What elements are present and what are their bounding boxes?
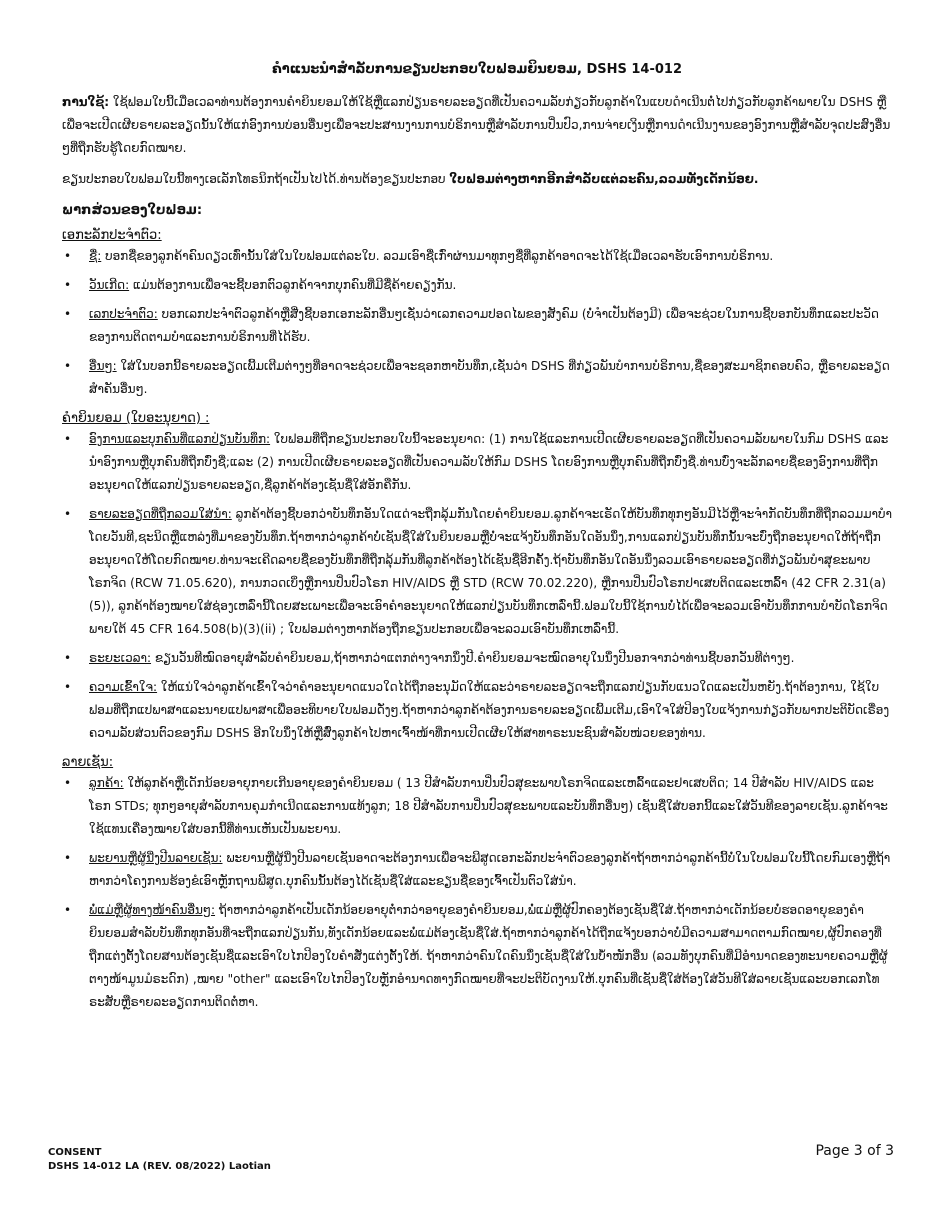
item-term: ເລກປະຈຳຕົວ:: [89, 307, 158, 321]
item-term: ພະຍານຫຼືຜູ້ນີ່ງປີນລາຍເຊັນ:: [89, 851, 223, 865]
usage-paragraph: [62, 91, 892, 160]
item-term: ພໍ່ແມ່ຫຼືຜູ້ທາງໜ້າຄົນອື່ນໆ:: [89, 903, 216, 917]
item-text: ບອກຊື່ຂອງລູກຄ້າຄົນດຽວເທົ່ານັ້ນໃສ່ໃນໃບຟອມແຕ່ລະໃບ. ລວມເອົາຊື່ເກົ່າຜ່ານມາທຸກໆຊື່ທີ່ລູກຄ້າອາດຈະໄດ້ໃຊ້ເມື່ອເວລາຮັບເອົາການບໍຣິການ.: [105, 249, 774, 263]
bullet-icon: •: [64, 249, 72, 263]
item-term: ຣະຍະເວລາ:: [89, 651, 152, 665]
item-term: ຣາຍລະອຽດທີ່ຖືກລວມໃສ່ນຳ:: [89, 507, 232, 521]
identification-heading: ເອກະລັກປະຈຳຕົວ:: [62, 228, 162, 243]
list-item: [62, 772, 892, 841]
page-title: ຄຳແນະນຳສຳລັບການຂຽນປະກອບໃບຟອມຍິນຍອມ, DSHS 14-012: [271, 62, 682, 77]
item-term: ອົງການແລະບຸກຄົນທີ່ແລກປ່ຽນບັນທຶກ:: [89, 432, 271, 446]
usage-text-1: ໃຊ້ຟອມໃບນີ້ເມື່ອເວລາທ່ານຕ້ອງການຄຳຍິນຍອມໃຫ້ໃຊ້ຫຼືແລກປ່ຽນຣາຍລະອຽດທີ່ເປັນຄວາມລັບກ່ຽວກັບລູກຄ້າໃນແບບດຳເນີນຕໍ່ໄປກ່ຽວກັບລູກຄ້າພາຍໃນ: [112, 95, 836, 109]
list-item: [62, 355, 892, 401]
bullet-icon: •: [64, 851, 72, 865]
bullet-icon: •: [64, 507, 72, 521]
bullet-icon: •: [64, 278, 72, 292]
document-page: [62, 62, 892, 1020]
item-text: ຖ້າຫາກວ່າລູກຄ້າເປັນເດັກນ້ອຍອາຍຸຕ່ຳກວ່າອາຍຸຂອງຄຳຍິນຍອມ,ພໍ່ແມ່ຫຼືຜູ້ປົກຄອງຕ້ອງເຊັນຊື່ໃສ່.ຖ້າຫາກວ່າເດັກນ້ອຍບໍ່ຮອດອາຍຸຂອງຄຳຍິນຍອມສຳລັບບັນທຶກທຸກອັນທີ່ຈະຖືກແລກປ່ຽນກັນ,ທັງເດັກນ້ອຍແລະພໍ່ແມ່ຕ້ອງເຊັນຊື່ໃສ່.ຖ້າຫາກວ່າລູກຄ້າໄດ້ຖືກແຈ້ງບອກວ່າບໍ່ມີຄວາມສາມາດຕາມກົດໝາຍ,ຜູ້ປົກຄອງທີ່ຖືກແຕ່ງຕັ້ງໂດຍສານຕ້ອງເຊັນຊື່ແລະເອົາໃບໄກປິອງໃບຄຳສັ່ງແຕ່ງຕັ້ງໃຫ້. ຖ້າຫາກວ່າຄົນໃດຄົນນຶ່ງເຊັນຊື່ໃສ່ໃນບ້ຳໜັກອື່ນ (ລວມທັງບຸກຄົນທີ່ມີອຳນາດຂອງທະນາຍຄວາມຫຼືຜູ້ຕາງໜ້າມູນມໍຣະດົກ) ,ໝາຍ "other" ແລະເອົາໃບໄກປິອງໃບຫຼັກອຳນາດທາງກົດໝາຍທີ່ຈະປະຕິບັດງານໃຫ້.ບຸກຄົນທີ່ເຊັນຊື່ໃສ່ຕ້ອງໃສ່ວັນທີໃສ່ລາຍເຊັນແລະບອກເລກໂທຣະສັບຫຼືຣາຍລະອຽດການຕິດຕໍ່ຫາ.: [89, 903, 888, 1009]
item-text: ພະຍານຫຼືຜູ້ນີ່ງປີນລາຍເຊັນອາດຈະຕ້ອງການເພື່ອຈະພີສູດເອກະລັກປະຈຳຕົວຂອງລູກຄ້າຖ້າຫາກວ່າລູກຄ້ານີ້ບໍ່ໃນໃບຟອມໃບນີ້ໂດຍກົມເອງຫຼືຖ້າຫາກວ່າໂຄງການຮ້ອງຂໍເອົາຫຼັກຖານພີສູດ.ບຸກຄົນນັ້ນຕ້ອງໄດ້ເຊັນຊື່ໃສ່ແລະຂຽນຊື່ຂອງເຈົ້າເປັນຕົວໃສ່ນຳ.: [89, 851, 891, 888]
list-item: [62, 847, 892, 893]
identification-list: [62, 245, 892, 401]
bullet-icon: •: [64, 432, 72, 446]
list-item: [62, 274, 892, 297]
item-term: ລູກຄ້າ:: [89, 776, 124, 790]
form-type: CONSENT: [48, 1147, 102, 1158]
list-item: [62, 899, 892, 1014]
item-term: ວັນເກີດ:: [89, 278, 130, 292]
usage-label: ການໃຊ້:: [62, 95, 110, 109]
signatures-list: [62, 772, 892, 1014]
form-code: DSHS 14-012 LA (REV. 08/2022) Laotian: [48, 1161, 271, 1172]
item-term: ຄວາມເຂົ້າໃຈ:: [89, 680, 158, 694]
item-term: ຊື່:: [89, 249, 102, 263]
bullet-icon: •: [64, 651, 72, 665]
item-text: ລູກຄ້າຕ້ອງຊີ້ບອກວ່າບັນທຶກອັນໃດແດ່ຈະຖືກລຸ້ມກັນໂດຍຄຳຍິນຍອມ.ລູກຄ້າຈະເຣັດໃຫ້ບັນທຶກທຸກໆອັນມີໄວ້ຫຼືຈະຈຳກັດບັນທຶກທີ່ຖືກລວມມາບຳໂດຍວັນທີ,ຊະນິດຫຼືແຫລ່ງທີ່ມາຂອງບັນທຶກ.ຖ້າຫາກວ່າລູກຄ້າບໍ່ເຊັນຊື່ໃສ່ໃນຍິນຍອມຫຼືບໍ່ຈະແຈ້ງບັນທຶກອັນໃດອັນນຶ່ງ,ການແລກປ່ຽນບັນທຶກນັ້ນຈະບົ່ງຖືກອະນຸຍາດໃຫ້ຖ້າຖືກອະນຸຍາດໃຫ້ໂດຍກົດໝາຍ.ທ່ານຈະເຄີດລາຍຊື່ຂອງບັນທຶກທີ່ຖືກລຸ້ມກັນທີ່ລູກຄ້າຕ້ອງໄດ້ເຊັນຊື່ອີກຄັ້ງ.ຖ້າບັນທຶກອັນໃດອັນນຶ່ງລວມເອົາຣາຍລະອຽດທີ່ກ່ຽວພັນບຳສຸຂະພາບໂຣກຈິດ (RCW 71.05.620), ການກວດເບິ່ງຫຼືການປິ່ນປົວໂຣກ HIV/AIDS ຫຼື STD (RCW 70.02.220), ຫຼືການປິ່ນປົວໂຣກປາເສບຕິດແລະເຫລົ້າ (42 CFR 2.31(a)(5)), ລູກຄ້າຕ້ອງໝາຍໃສ່ຊ່ອງເຫລົ່ານີ້ໂດຍສະເພາະເພື່ອຈະເອົາຄຳອະນຸຍາດໃຫ້ແລກປ່ຽນບັນທຶກເຫລົ່ານີ້.ຟອມໃບນີ້ໃຊ້ການບໍ່ໄດ້ເພື່ອຈະລວມເອົາບັນທຶກການບຳບັດໂຣກຈິດພາຍໃຕ້ 45 CFR 164.508(b)(3)(ii) ; ໃບຟອມຕ່າງຫາກຕ້ອງຖືກຂຽນປະກອບເພື່ອຈະລວມເອົາບັນທຶກເຫລົ່ານີ້.: [89, 507, 892, 636]
item-text: ໃສ່ໃນບອກນີ້ຣາຍລະອຽດເພີ້ມເຕີມຕ່າງໆທີ່ອາດຈະຊ່ວຍເພື່ອຈະຊອກຫາບັນທຶກ,ເຊັ່ນວ່າ DSHS ທີ່ກ່ຽວພັນບຳການບໍຣິການ,ຊື່ຂອງສະມາຊິກຄອບຄົວ, ຫຼືຣາຍລະອຽດສຳຄັນອື່ນໆ.: [89, 359, 890, 396]
usage-text-2: ຫຼືເພື່ອຈະເປີດເຜີຍຣາຍລະອຽດນັ້ນໃຫ້ແກ່ອົງການບ່ອນອື່ນໆເພື່ອຈະປະສານງານການບໍຣິການຫຼືສຳລັບການປິ່ນປົວ,ການຈ່າຍເງິນຫຼືການດຳເນີນງານຂອງອົງການຫຼືສຳລັບຈຸດປະສົງອື່ນໆທີ່ຖືກຮັບຮູ້ໂດຍກົດໝາຍ.: [62, 95, 891, 155]
page-number: Page 3 of 3: [815, 1143, 894, 1159]
consent-heading: ຄຳຍິນຍອມ (ໃບອະນຸຍາດ) :: [62, 411, 210, 426]
bullet-icon: •: [64, 776, 72, 790]
item-text: ໃຫ້ລູກຄ້າຫຼືເດັກນ້ອຍອາຍຸກາຍເກີນອາຍຸຂອງຄຳຍິນຍອມ ( 13 ປີສຳລັບການປິ່ນປົວສຸຂະພາບໂຣກຈິດແລະເຫລົ້າແລະຢາເສບຕິດ; 14 ປີສຳລັບ HIV/AIDS ແລະໂຣກ STDs; ທຸກໆອາຍຸສຳລັບການຄຸມກຳເນີດແລະການແທ້ງລູກ; 18 ປີສຳລັບການປິ່ນປົວສຸຂະພາບແລະບັນທຶກອື່ນໆ) ເຊັນຊື່ໃສ່ບອກນີ້ແລະໃສ່ວັນທີຂອງລາຍເຊັນ.ລູກຄ້າຈະໃຊ້ແທນເຄື່ອງໝາຍໃສ່ບອກນີ້ທີ່ທ່ານເຫັນເປັນພະຍານ.: [89, 776, 888, 836]
form-footer: [48, 1146, 271, 1174]
instruction-text: ຂຽນປະກອບໃບຟອມໃບນີ້ທາງເອເລັກໂທຣນິກຖ້າເປັນໄປໄດ້.ທ່ານຕ້ອງຂຽນປະກອບ: [62, 172, 446, 186]
item-text: ໃບຟອມທີ່ຖືກຂຽນປະກອບໃບນີ້ຈະອະນຸຍາດ: (1) ການໃຊ້ແລະການເປີດເຜີຍຣາຍລະອຽດທີ່ເປັນຄວາມລັບພາຍໃນກົມ DSHS ແລະນຳອົງການຫຼືບຸກຄົນທີ່ຖືກບົ່ງຊື່;ແລະ (2) ການເປີດເຜີຍຣາຍລະອຽດທີ່ເປັນຄວາມລັບໃຫ້ກົມ DSHS ໂດຍອົງການຫຼືບຸກຄົນທີ່ຖືກບົ່ງຊື່.ທ່ານບົ່ງຈະລັກລາຍຊື່ຂອງອົງການທີ່ຖືກອະນຸຍາດໃຫ້ແລກປ່ຽນຣາຍລະອຽດ,ຊື່ລູກຄ້າຕ້ອງເຊັນຊື່ໃສ່ອັກຄືກັນ.: [89, 432, 889, 492]
list-item: [62, 303, 892, 349]
list-item: [62, 676, 892, 745]
usage-dshs: DSHS: [839, 95, 873, 109]
item-text: ບອກເລກປະຈຳຕົວລູກຄ້າຫຼືສີ່ງຊີ້ບອກເອກະລັກອື່ນໆເຊັ່ນວ່າເລກຄວາມປອດໄພຂອງສັງຄົມ (ບໍ່ຈຳເປັນຕ້ອງມີ) ເພື່ອຈະຊ່ວຍໃນການຊີ້ບອກບັນທຶກແລະປະວັດຂອງການຕິດຕາມບຳແລະການບໍຣິການທີ່ໄດ້ຮັບ.: [89, 307, 879, 344]
bullet-icon: •: [64, 680, 72, 694]
list-item: [62, 428, 892, 497]
signatures-heading: ລາຍເຊັນ:: [62, 755, 114, 770]
bullet-icon: •: [64, 359, 72, 373]
bullet-icon: •: [64, 903, 72, 917]
item-text: ໃຫ້ແນ່ໃຈວ່າລູກຄ້າເຂົ້າໃຈວ່າຄຳອະນຸຍາດແນວໃດໄດ້ຖືກອະນຸມັດໃຫ້ແລະວ່າຣາຍລະອຽດຈະຖືກແລກປ່ຽນກັບແນວໃດແລະເປັນຫຍັງ.ຖ້າຕ້ອງການ, ໃຊ້ໃບຟອມທີ່ຖືກແປພາສາແລະນາຍແປພາສາເພື່ອອະທິບາຍໃບຟອມດັ່ງໆ.ຖ້າຫາກວ່າລູກຄ້າຕ້ອງການຣາຍລະອຽດເພີ້ມເຕີມ,ເອົາໃຈໃສ່ປິອງໃບແຈ້ງການກ່ຽວກັບພາກປະຕິບັດເຣື່ອງຄວາມລັບສ່ວນຕົວຂອງກົມ DSHS ອີກໃບນຶ່ງໃຫ້ຫຼືສົ່ງລູກຄ້າໄປຫາເຈົ້າໜ້າທີ່ການເປີດເຜີຍໃຫ້ສາທາຣະນະຊົນສຳລັບໜ່ວຍຂອງທ່ານ.: [89, 680, 890, 740]
consent-list: [62, 428, 892, 745]
list-item: [62, 647, 892, 670]
item-term: ອື່ນໆ:: [89, 359, 117, 373]
list-item: [62, 503, 892, 641]
instruction-paragraph: [62, 168, 892, 191]
instruction-bold: ໃບຟອມຕ່າງຫາກອີກສຳລັບແຕ່ລະຄົນ,ລວມທັງເດັກນ້ອຍ.: [449, 172, 759, 186]
form-parts-heading: ພາກສ່ວນຂອງໃບຟອມ:: [62, 203, 203, 218]
item-text: ຂຽນວັນທີໝົດອາຍຸສຳລັບຄຳຍິນຍອມ,ຖ້າຫາກວ່າແຕກຕ່າງຈາກນຶ່ງປີ.ຄຳຍິນຍອມຈະໝົດອາຍຸໃນນຶ່ງປີນອກຈາກວ່າທ່ານຊີ້ບອກວັນທີຕ່າງໆ.: [154, 651, 795, 665]
list-item: [62, 245, 892, 268]
bullet-icon: •: [64, 307, 72, 321]
item-text: ແມ່ນຕ້ອງການເພື່ອຈະຊີ້ບອກຕົວລູກຄ້າຈາກບຸກຄົນທີ່ມີຊື່ຄ້າຍຄຽງກັນ.: [132, 278, 457, 292]
